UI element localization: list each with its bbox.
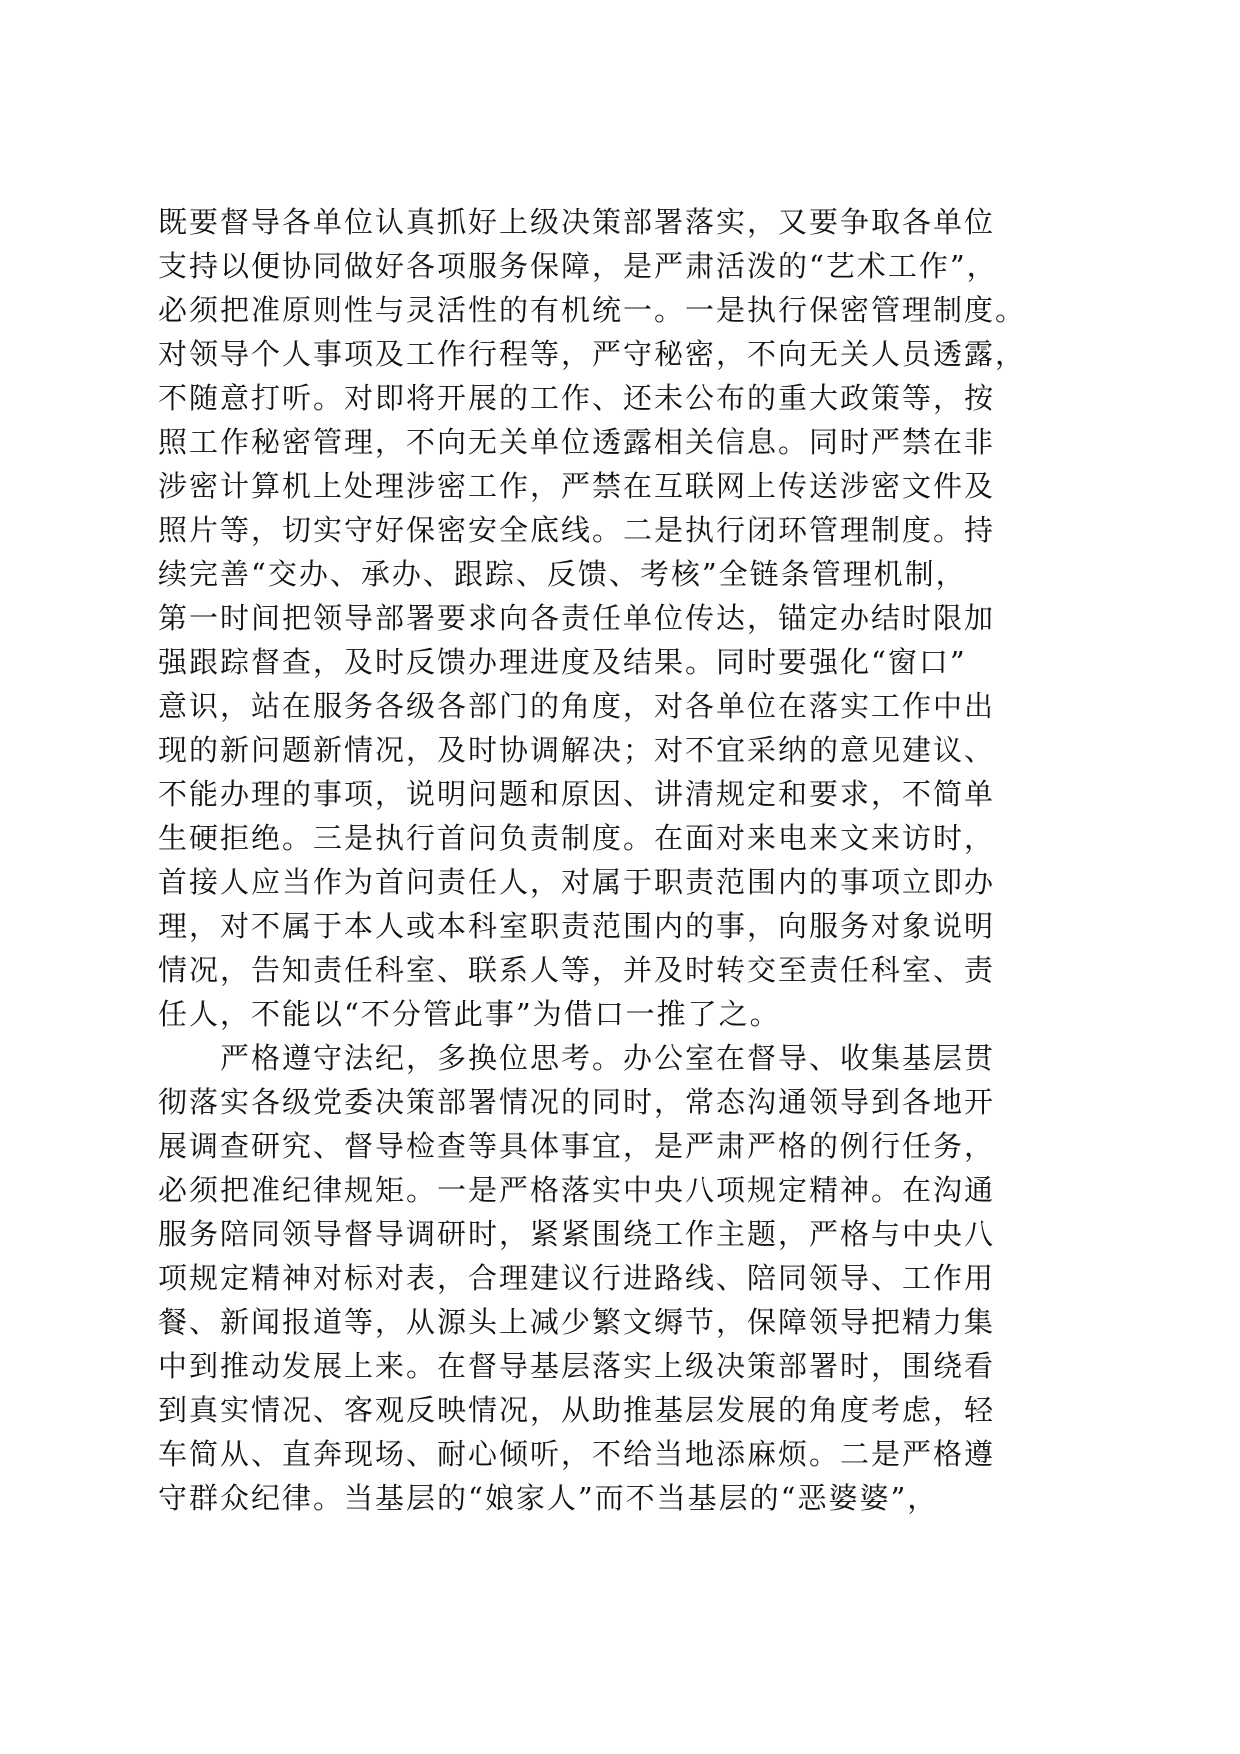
text-line: 对领导个人事项及工作行程等，严守秘密，不向无关人员透露， xyxy=(158,337,1027,371)
text-line: 第一时间把领导部署要求向各责任单位传达，锚定办结时限加 xyxy=(158,601,996,635)
text-line: 续完善“交办、承办、跟踪、反馈、考核”全链条管理机制， xyxy=(158,557,967,591)
text-line: 展调查研究、督导检查等具体事宜，是严肃严格的例行任务， xyxy=(158,1129,996,1163)
text-line: 中到推动发展上来。在督导基层落实上级决策部署时，围绕看 xyxy=(158,1349,996,1383)
text-line: 车简从、直奔现场、耐心倾听，不给当地添麻烦。二是严格遵 xyxy=(158,1437,996,1471)
text-line: 不随意打听。对即将开展的工作、还未公布的重大政策等，按 xyxy=(158,381,996,415)
text-line: 项规定精神对标对表，合理建议行进路线、陪同领导、工作用 xyxy=(158,1261,996,1295)
text-line: 必须把准原则性与灵活性的有机统一。一是执行保密管理制度。 xyxy=(158,293,1027,327)
text-line: 意识，站在服务各级各部门的角度，对各单位在落实工作中出 xyxy=(158,689,996,723)
text-line: 到真实情况、客观反映情况，从助推基层发展的角度考虑，轻 xyxy=(158,1393,996,1427)
text-line: 任人，不能以“不分管此事”为借口一推了之。 xyxy=(158,997,781,1031)
text-line: 既要督导各单位认真抓好上级决策部署落实，又要争取各单位 xyxy=(158,205,996,239)
paragraph-start-line: 严格遵守法纪，多换位思考。办公室在督导、收集基层贯 xyxy=(158,1041,996,1075)
text-line: 生硬拒绝。三是执行首问负责制度。在面对来电来文来访时， xyxy=(158,821,996,855)
text-line: 服务陪同领导督导调研时，紧紧围绕工作主题，严格与中央八 xyxy=(158,1217,996,1251)
text-line: 彻落实各级党委决策部署情况的同时，常态沟通领导到各地开 xyxy=(158,1085,996,1119)
text-line: 必须把准纪律规矩。一是严格落实中央八项规定精神。在沟通 xyxy=(158,1173,996,1207)
text-line: 照片等，切实守好保密安全底线。二是执行闭环管理制度。持 xyxy=(158,513,996,547)
body-text xyxy=(158,200,1098,1520)
text-line: 支持以便协同做好各项服务保障，是严肃活泼的“艺术工作”， xyxy=(158,249,998,283)
text-line: 情况，告知责任科室、联系人等，并及时转交至责任科室、责 xyxy=(158,953,996,987)
text-line: 守群众纪律。当基层的“娘家人”而不当基层的“恶婆婆”， xyxy=(158,1481,939,1515)
text-line: 现的新问题新情况，及时协调解决；对不宜采纳的意见建议、 xyxy=(158,733,996,767)
text-line: 不能办理的事项，说明问题和原因、讲清规定和要求，不简单 xyxy=(158,777,996,811)
text-line: 首接人应当作为首问责任人，对属于职责范围内的事项立即办 xyxy=(158,865,996,899)
text-line: 照工作秘密管理，不向无关单位透露相关信息。同时严禁在非 xyxy=(158,425,996,459)
text-line: 餐、新闻报道等，从源头上减少繁文缛节，保障领导把精力集 xyxy=(158,1305,996,1339)
text-line: 强跟踪督查，及时反馈办理进度及结果。同时要强化“窗口” xyxy=(158,645,967,679)
text-line: 理，对不属于本人或本科室职责范围内的事，向服务对象说明 xyxy=(158,909,996,943)
text-line: 涉密计算机上处理涉密工作，严禁在互联网上传送涉密文件及 xyxy=(158,469,996,503)
